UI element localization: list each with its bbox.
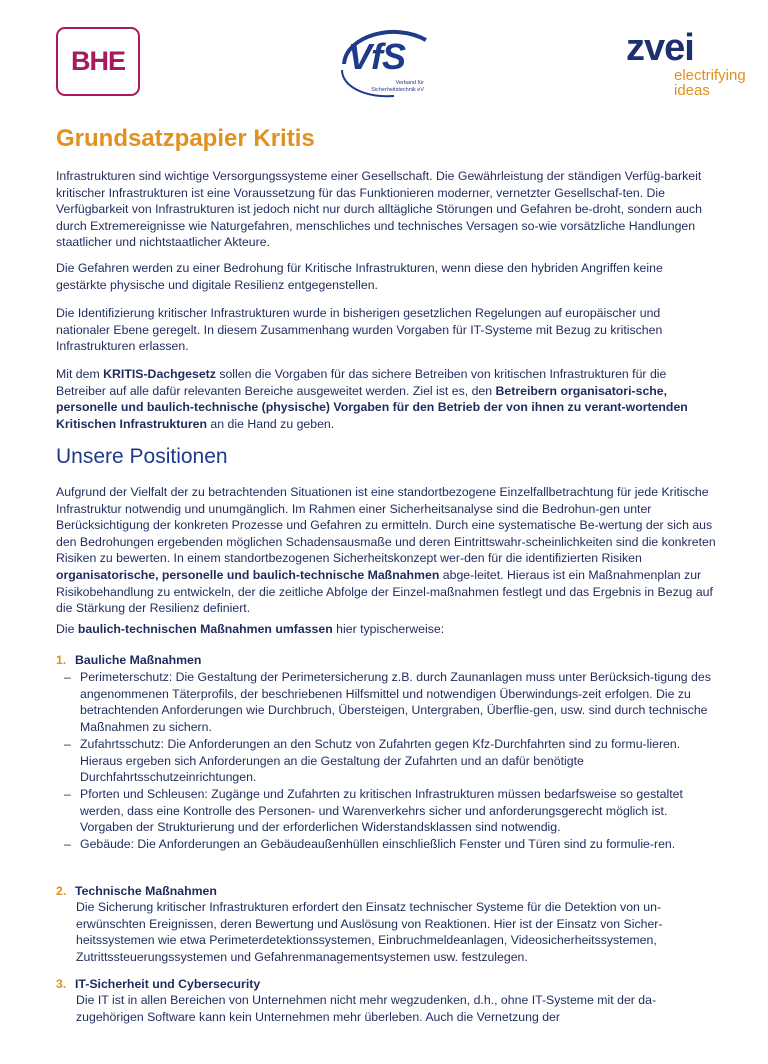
- positions-measures-bold: organisatorische, personelle und baulich-technische Maßnahmen: [56, 567, 440, 582]
- bhe-logo: [56, 27, 140, 96]
- vfs-logo-subtitle: Verband für Sicherheitstechnik eV: [371, 80, 424, 93]
- bullet-dash: –: [64, 787, 71, 801]
- zvei-logo: [626, 28, 766, 108]
- measures-intro-a: Die: [56, 622, 78, 636]
- section-1-heading: [56, 652, 201, 669]
- kritis-text-a: Mit dem: [56, 367, 104, 381]
- bullet-text: Zufahrtsschutz: Die Anforderungen an den Schutz von Zufahrten gegen Kfz-Durchfahrten sind zu formu-lieren. Hieraus ergeben sich Anforderungen an die Gestaltung der Zufahrten und an dafür benötigte Durchfahrtsschutzeinrichtungen.: [80, 737, 681, 785]
- section-3-title: IT-Sicherheit und Cybersecurity: [75, 977, 261, 991]
- section-3-text: Die IT ist in allen Bereichen von Unternehmen nicht mehr wegzudenken, d.h., ohne IT-Systeme mit der da-zugehörigen Software kann kein Unternehmen mehr überleben. Auch die Vernetzung der: [76, 993, 657, 1024]
- bullet-dash: –: [64, 737, 71, 751]
- kritis-operators-bold: Betreibern organisatori-sche, personelle und baulich-technische (physische) Vorgaben für den Betrieb der von ihnen zu verant-wortenden Kritischen Infrastrukturen: [56, 383, 688, 431]
- section-1-number: 1.: [56, 653, 67, 667]
- list-item: [64, 669, 716, 735]
- list-item: [64, 836, 716, 853]
- zvei-tagline-1: electrifying: [674, 67, 746, 84]
- section-2-heading: [56, 883, 217, 900]
- bullet-text: Pforten und Schleusen: Zugänge und Zufahrten zu kritischen Infrastrukturen müssen bedarfsweise so gestaltet werden, dass eine Kontrolle des Personen- und Warenverkehrs sicher und anforderungsgerecht möglich ist. Vorgaben der Strukturierung und der erforderlichen Widerstandsklassen sind notwendig.: [80, 787, 683, 835]
- list-item: [64, 736, 716, 786]
- section-heading: Unsere Positionen: [56, 445, 228, 468]
- zvei-tagline-2: ideas: [674, 82, 710, 99]
- threat-paragraph: Die Gefahren werden zu einer Bedrohung für Kritische Infrastrukturen, wenn diese den hybriden Angriffen keine gestärkte physische und digitale Resilienz entgegenstellen.: [56, 261, 663, 292]
- page-title: Grundsatzpapier Kritis: [56, 125, 315, 152]
- bhe-logo-text: BHE: [70, 46, 125, 76]
- kritis-paragraph: [56, 366, 716, 432]
- positions-text-c: abge-leitet. Hieraus ist ein Maßnahmenplan zur Risikobehandlung zu entwickeln, der die zeitliche Abfolge der Einzel-maßnahmen festlegt und das Ergebnis in Bezug auf die Stärkung der Resilienz definiert.: [56, 567, 713, 616]
- kritis-text-c: sollen die Vorgaben für das sichere Betreiben von kritischen Infrastrukturen für die Betreiber auf alle dafür relevanten Bereiche ausgeweitet werden. Ziel ist es, den: [56, 367, 667, 398]
- section-2-title: Technische Maßnahmen: [75, 884, 217, 898]
- bullet-dash: –: [64, 670, 71, 684]
- vfs-logo: [334, 24, 434, 102]
- kritis-law-bold: KRITIS-Dachgesetz: [103, 367, 216, 381]
- measures-intro-bold: baulich-technischen Maßnahmen umfassen: [77, 622, 333, 636]
- section-3-number: 3.: [56, 977, 67, 991]
- measures-intro: [56, 621, 716, 638]
- intro-paragraph: Infrastrukturen sind wichtige Versorgungssysteme einer Gesellschaft. Die Gewährleistung der ständigen Verfüg-barkeit kritischer Infrastrukturen ist eine Voraussetzung für das Funktionieren moderner, vernetzter Gesellschaf-ten. Die Verfügbarkeit von Infrastrukturen ist jedoch nicht nur durch alltägliche Störungen und Gefahren be-droht, sondern auch durch Extremereignisse wie Naturgefahren, menschliches und technisches Versagen so-wie vorsätzliche Handlungen staatlicher und nichtstaatlicher Akteure.: [56, 169, 702, 250]
- list-item: [64, 786, 716, 836]
- section-1-title: Bauliche Maßnahmen: [75, 653, 202, 667]
- kritis-text-e: an die Hand zu geben.: [207, 416, 335, 431]
- zvei-logo-text: zvei: [626, 27, 694, 69]
- section-2-text: Die Sicherung kritischer Infrastrukturen erfordert den Einsatz technischer Systeme für die Detektion von un-erwünschten Ereignissen, deren Bewertung und Auslösung von Reaktionen. Hier ist der Einsatz von Sicher-heitssystemen wie etwa Perimeterdetektionssystemen, Einbruchmeldeanlagen, Videosicherheitssystemen, Zutrittssteuerungssystemen und Gefahrenmanagementsystemen usw. festzulegen.: [76, 900, 663, 964]
- section-2-number: 2.: [56, 884, 67, 898]
- section-3-heading: [56, 976, 260, 993]
- bullet-text: Gebäude: Die Anforderungen an Gebäudeaußenhüllen einschließlich Fenster und Türen sind zu formulie-ren.: [80, 837, 676, 851]
- bullet-dash: –: [64, 837, 71, 851]
- vfs-logo-text: VfS: [348, 36, 406, 77]
- identification-paragraph: Die Identifizierung kritischer Infrastrukturen wurde in bisherigen gesetzlichen Regelungen auf europäischer und nationaler Ebene geregelt. In diesem Zusammenhang wurden Vorgaben für IT-Systeme mit Bezug zu kritischen Infrastrukturen erlassen.: [56, 306, 663, 354]
- bullet-text: Perimeterschutz: Die Gestaltung der Perimetersicherung z.B. durch Zaunanlagen muss unter Berücksich-tigung des angenommenen Täterprofils, der beschriebenen Hilfsmittel und notwendigen Überwindungs-zeit erfolgen. Die zu betrachtenden Anforderungen wie Durchbruch, Übersteigen, Untergraben, Überflie-gen, usw. sind durch technische Maßnahmen zu sichern.: [80, 670, 711, 734]
- positions-text-a: Aufgrund der Vielfalt der zu betrachtenden Situationen ist eine standortbezogene Einzelfallbetrachtung für jede Kritische Infrastruktur notwendig und unumgänglich. Im Rahmen einer Sicherheitsanalyse sind die Bedrohun-gen unter Berücksichtigung der konkreten Prozesse und Gefahren zu ermitteln. Durch eine systematische Be-wertung der sich aus den Bedrohungen ergebenden möglichen Schadensausmaße und deren Eintrittswahr-scheinlichkeiten sind die konkreten Risiken zu bewerten. In einem standortbezogenen Sicherheitskonzept wer-den für die identifizierten Risiken: [56, 485, 716, 566]
- measures-intro-c: hier typischerweise:: [332, 622, 445, 636]
- positions-paragraph: [56, 484, 716, 617]
